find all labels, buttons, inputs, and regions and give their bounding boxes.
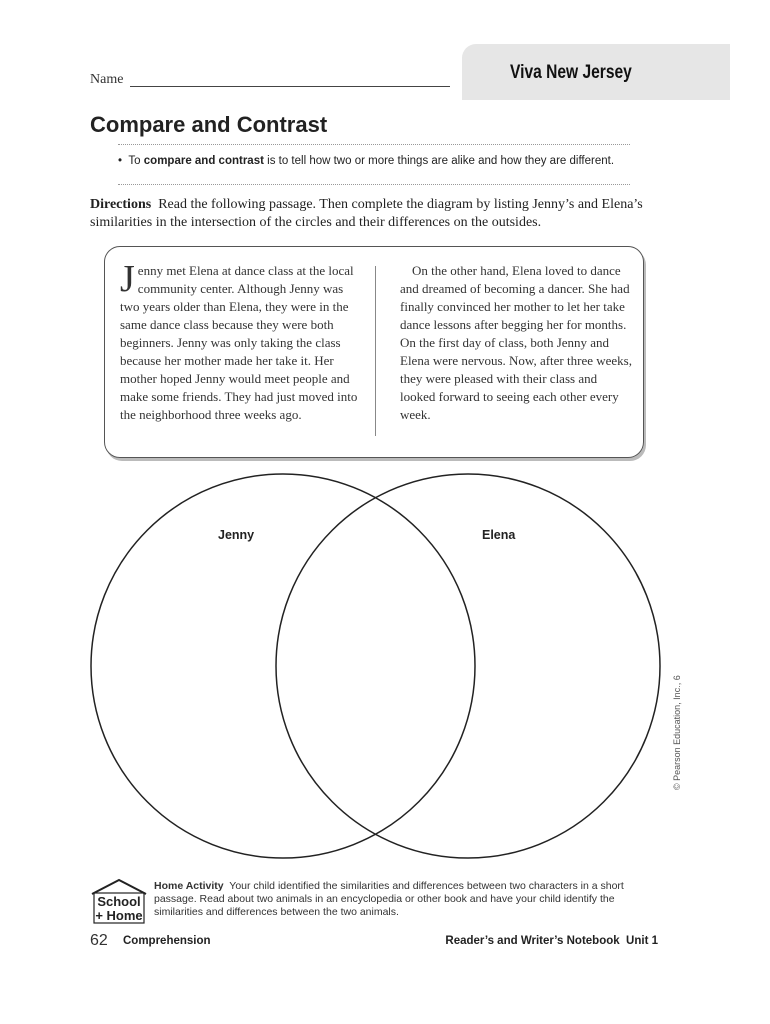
footer-book: Reader’s and Writer’s Notebook Unit 1 [445, 935, 658, 947]
passage-right-text: On the other hand, Elena loved to dance and dreamed of becoming a dancer. She had finally convinced her mother to let her take dance lessons after begging her for months. On the first day of class, both Jenny and Elena were nervous. Now, after three weeks, they were pleased with their class and looked forward to seeing each other every week. [400, 263, 632, 422]
directions-label: Directions [90, 197, 152, 212]
definition-prefix: To [128, 155, 141, 167]
footer-section: Comprehension [123, 935, 211, 947]
definition-text: is to tell how two or more things are alike and how they are different. [267, 155, 615, 167]
copyright-notice: © Pearson Education, Inc., 6 [672, 675, 682, 790]
name-label: Name [90, 72, 124, 87]
school-home-logo [88, 876, 150, 926]
home-activity [154, 880, 644, 919]
tab-title: Viva New Jersey [510, 62, 632, 83]
venn-label-elena: Elena [482, 528, 516, 542]
page-title: Compare and Contrast [90, 112, 328, 137]
venn-circle-jenny[interactable] [91, 474, 475, 858]
page-number: 62 [90, 932, 108, 949]
definition-term: compare and contrast [143, 155, 264, 167]
passage-left-text: enny met Elena at dance class at the local community center. Although Jenny was two years older than Elena, they were in the same dance class because they were both beginners. Jenny was only taking the class because her mother made her take it. Her mother hoped Jenny would meet people and make some friends. They had just moved into the neighborhood three weeks ago. [120, 263, 358, 422]
venn-label-jenny: Jenny [218, 528, 255, 542]
logo-text-home: + Home [95, 908, 143, 923]
home-activity-label: Home Activity [154, 880, 224, 892]
logo-text-school: School [97, 894, 141, 909]
venn-circle-elena[interactable] [276, 474, 660, 858]
directions-text: Read the following passage. Then complete the diagram by listing Jenny’s and Elena’s similarities in the intersection of the circles and their differences on the outsides. [90, 197, 643, 230]
dropcap: J [120, 258, 135, 300]
bullet-icon: • [118, 155, 123, 167]
home-activity-text: Your child identified the similarities and differences between two characters in a short passage. Read about two animals in an encyclopedia or other book and have your child identify the similarities and differences between the two animals. [154, 880, 624, 918]
